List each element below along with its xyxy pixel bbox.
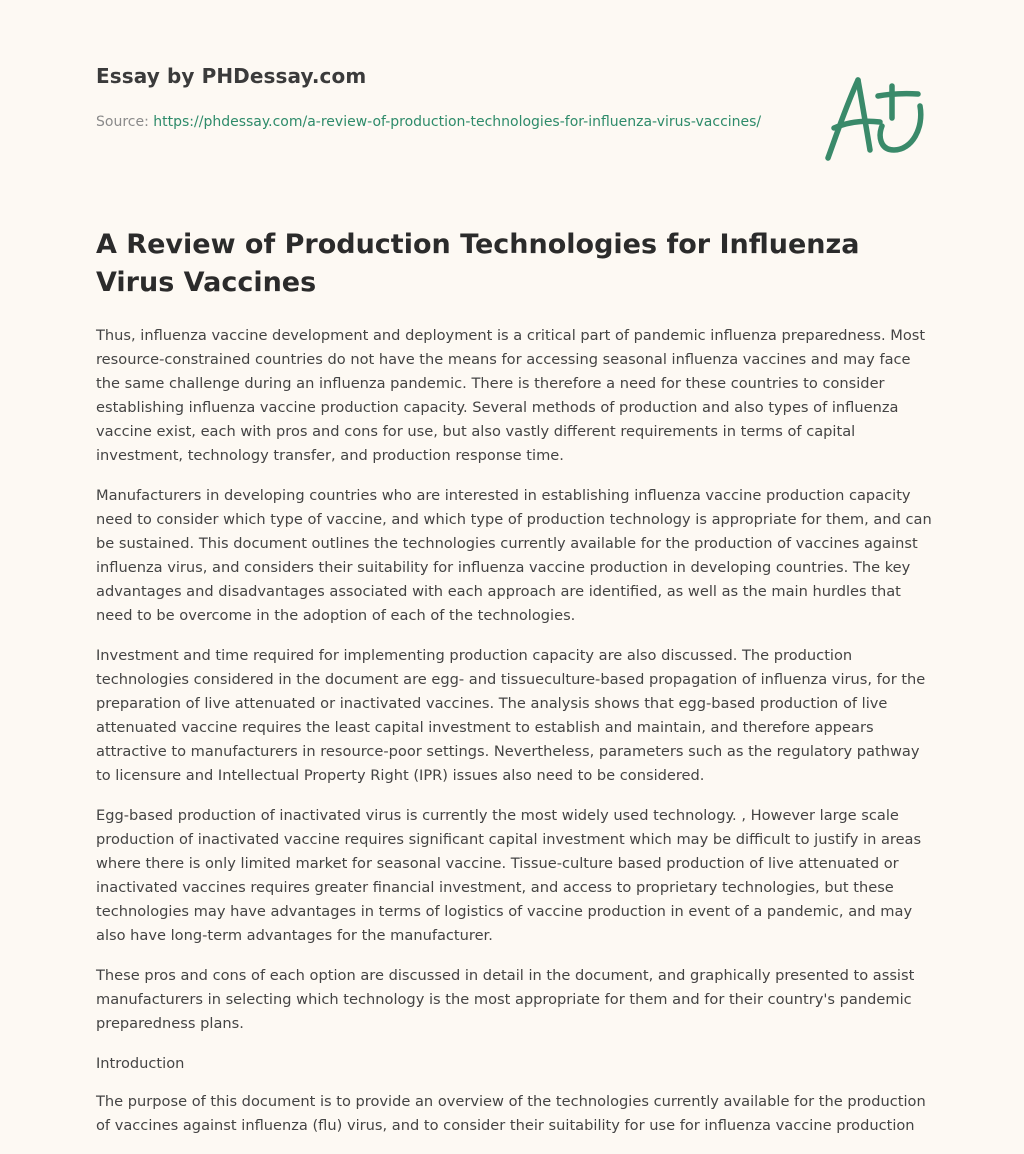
source-line <box>96 112 776 133</box>
source-label: Source: <box>96 114 154 130</box>
source-link[interactable]: https://phdessay.com/a-review-of-production-technologies-for-influenza-virus-vaccines/ <box>153 114 762 130</box>
paragraph-2: Manufacturers in developing countries who are interested in establishing influenza vaccine production capacity need to consider which type of vaccine, and which type of production technology is appropriate for them, and can be sustained. This document outlines the technologies currently available for the production of vaccines against influenza virus, and considers their suitability for influenza vaccine production in developing countries. The key advantages and disadvantages associated with each approach are identified, as well as the main hurdles that need to be overcome in the adoption of each of the technologies. <box>96 487 932 624</box>
paragraph-5: These pros and cons of each option are discussed in detail in the document, and graphically presented to assist manufacturers in selecting which technology is the most appropriate for them and for their country's pandemic preparedness plans. <box>96 967 915 1032</box>
essay-title: A Review of Production Technologies for Influenza Virus Vaccines <box>96 229 860 298</box>
site-brand: Essay by PHDessay.com <box>96 64 367 88</box>
paragraph-3: Investment and time required for implementing production capacity are also discussed. The production technologies considered in the document are egg- and tissueculture-based propagation of influenza virus, for the preparation of live attenuated or inactivated vaccines. The analysis shows that egg-based production of live attenuated vaccine requires the least capital investment to establish and maintain, and therefore appears attractive to manufacturers in resource-poor settings. Nevertheless, parameters such as the regulatory pathway to licensure and Intellectual Property Right (IPR) issues also need to be considered. <box>96 647 926 784</box>
intro-paragraph: The purpose of this document is to provide an overview of the technologies currently available for the production of vaccines against influenza (flu) virus, and to consider their suitability for use for influenza vaccine production <box>96 1093 926 1134</box>
paragraph-1: Thus, influenza vaccine development and deployment is a critical part of pandemic influenza preparedness. Most resource-constrained countries do not have the means for accessing seasonal influenza vaccines and may face the same challenge during an influenza pandemic. There is therefore a need for these countries to consider establishing influenza vaccine production capacity. Several methods of production and also types of influenza vaccine exist, each with pros and cons for use, but also vastly different requirements in terms of capital investment, technology transfer, and production response time. <box>96 327 926 464</box>
paragraph-4: Egg-based production of inactivated virus is currently the most widely used technology. , However large scale production of inactivated vaccine requires significant capital investment which may be difficult to justify in areas where there is only limited market for seasonal vaccine. Tissue-culture based production of live attenuated or inactivated vaccines requires greater financial investment, and access to proprietary technologies, but these technologies may have advantages in terms of logistics of vaccine production in event of a pandemic, and may also have long-term advantages for the manufacturer. <box>96 807 922 944</box>
essay-body <box>96 324 932 1154</box>
a-plus-logo-icon <box>818 66 930 166</box>
section-heading-introduction: Introduction <box>96 1055 185 1072</box>
